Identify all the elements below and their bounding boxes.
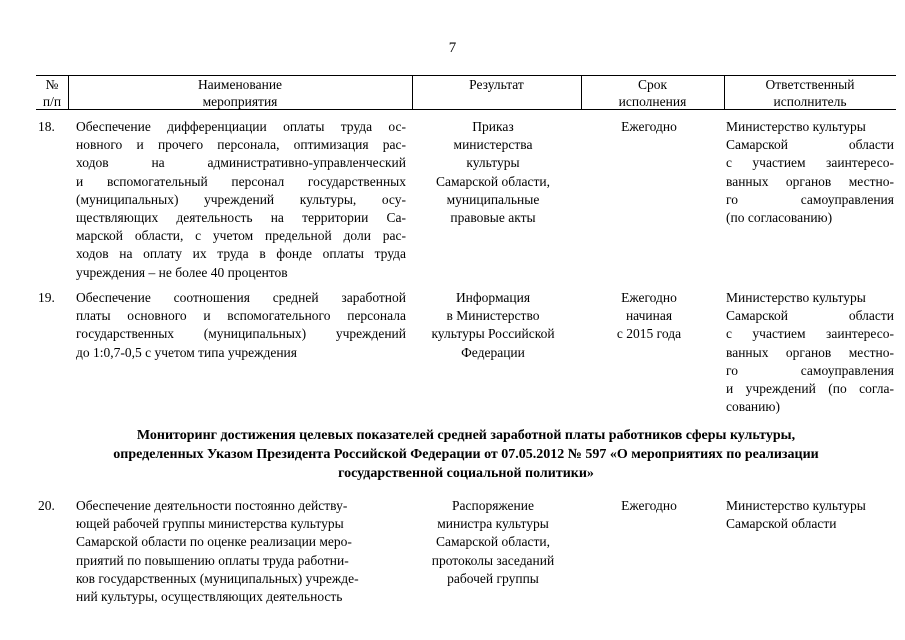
row-result-line: протоколы заседаний [431,552,555,568]
row-name-line: и вспомогательный персонал государственных [76,173,406,189]
row-responsible-line: и учреждений (по согла- [726,381,894,397]
row-responsible-line: го самоуправления [726,362,894,378]
header-name [68,76,412,110]
row-name-line: (муниципальных) учреждений культуры, осу- [76,191,406,207]
row-name-line: новного и прочего персонала, оптимизация рас- [76,137,406,153]
row-term-line: Ежегодно [621,290,677,305]
row-name-line: ков государственных (муниципальных) учрежде- [76,570,359,586]
row-responsible-line: сованию) [726,399,780,415]
row-result-line: рабочей группы [447,570,539,586]
row-number: 20. [38,498,55,513]
row-name-line: Самарской области по оценке реализации меро- [76,534,352,550]
row-name-line: марской области, с учетом предельной доли рас- [76,228,406,244]
header-responsible-line: исполнитель [773,94,847,109]
row-result-line: Распоряжение [451,498,534,513]
row-result-line: Самарской области, [436,534,550,550]
row-name-line: приятий по повышению оплаты труда работни- [76,552,349,568]
row-name-line: учреждения – не более 40 процентов [76,264,288,280]
row-name-line: ющей рабочей группы министерства культуры [76,516,344,532]
row-responsible-line: с участием заинтересо- [726,155,894,171]
row-responsible-line: го самоуправления [726,191,894,207]
row-result-line: Федерации [461,344,525,360]
row-responsible [726,289,894,416]
row-term [585,118,713,136]
row-result [418,118,568,227]
row-result-line: правовые акты [450,210,536,226]
row-name-line: государственных (муниципальных) учреждений [76,326,406,342]
row-responsible-line: Самарской области [726,137,894,153]
header-result [412,76,581,93]
section-title-line: государственной социальной политики» [338,466,594,481]
row-responsible-line: Самарской области [726,308,894,324]
row-name [76,289,406,362]
row-responsible-line: Самарской области [726,516,837,532]
row-result-line: министра культуры [437,516,549,532]
row-number: 18. [38,119,55,134]
row-name [76,118,406,282]
row-number: 19. [38,290,55,305]
header-responsible-line: Ответственный [765,77,855,92]
row-responsible-line: Министерство культуры [726,290,866,305]
row-term-line: с 2015 года [616,326,682,342]
row-result-line: Информация [455,290,531,305]
row-name [76,497,406,606]
header-responsible [724,76,896,110]
row-term-line: начиная [625,308,673,324]
row-responsible-line: Министерство культуры [726,119,866,134]
row-term [585,497,713,515]
section-title-line: Мониторинг достижения целевых показателей средней заработной платы работников сферы культуры, [136,428,796,443]
row-result-line: Приказ [472,119,514,134]
row-result-line: культуры [466,155,520,171]
row-term [585,289,713,344]
row-name-line: Обеспечение дифференциации оплаты труда ос- [76,119,406,134]
section-title [56,426,876,483]
row-result-line: в Министерство [446,308,540,324]
row-term-line: Ежегодно [621,119,677,134]
row-responsible-line: Министерство культуры [726,498,866,513]
header-name-line: Наименование [197,77,283,92]
row-term-line: Ежегодно [621,498,677,513]
page-number: 7 [448,40,457,56]
row-name-line: платы основного и вспомогательного персонала [76,308,406,324]
section-title-line: определенных Указом Президента Российской Федерации от 07.05.2012 № 597 «О мероприятиях по реализации [113,447,819,462]
row-responsible [726,118,894,227]
header-term-line: Срок [637,77,668,92]
row-result [418,289,568,362]
header-term-line: исполнения [618,94,687,109]
header-num-line: п/п [42,94,62,109]
row-responsible-line: с участием заинтересо- [726,326,894,342]
header-num [36,76,68,110]
row-result-line: министерства [453,137,533,153]
row-responsible [726,497,894,533]
row-name-line: Обеспечение деятельности постоянно действу- [76,498,348,513]
row-responsible-line: ванных органов местно- [726,173,894,189]
header-result-line: Результат [469,77,524,92]
row-name-line: ходов на оплату их труда в фонде оплаты труда [76,246,406,262]
row-name-line: Обеспечение соотношения средней заработной [76,290,406,305]
row-name-line: ходов на административно-управленческий [76,155,406,171]
row-result-line: муниципальные [446,191,540,207]
row-result-line: культуры Российской [431,326,555,342]
row-responsible-line: (по согласованию) [726,210,833,226]
row-responsible-line: ванных органов местно- [726,344,894,360]
row-name-line: ний культуры, осуществляющих деятельность [76,589,343,605]
row-name-line: ществляющих деятельность на территории Са- [76,210,406,226]
table-header [36,75,896,109]
row-result [418,497,568,588]
header-term [581,76,724,110]
header-num-line: № [45,77,59,92]
row-name-line: до 1:0,7-0,5 с учетом типа учреждения [76,344,297,360]
row-result-line: Самарской области, [436,173,550,189]
header-name-line: мероприятия [202,94,278,109]
